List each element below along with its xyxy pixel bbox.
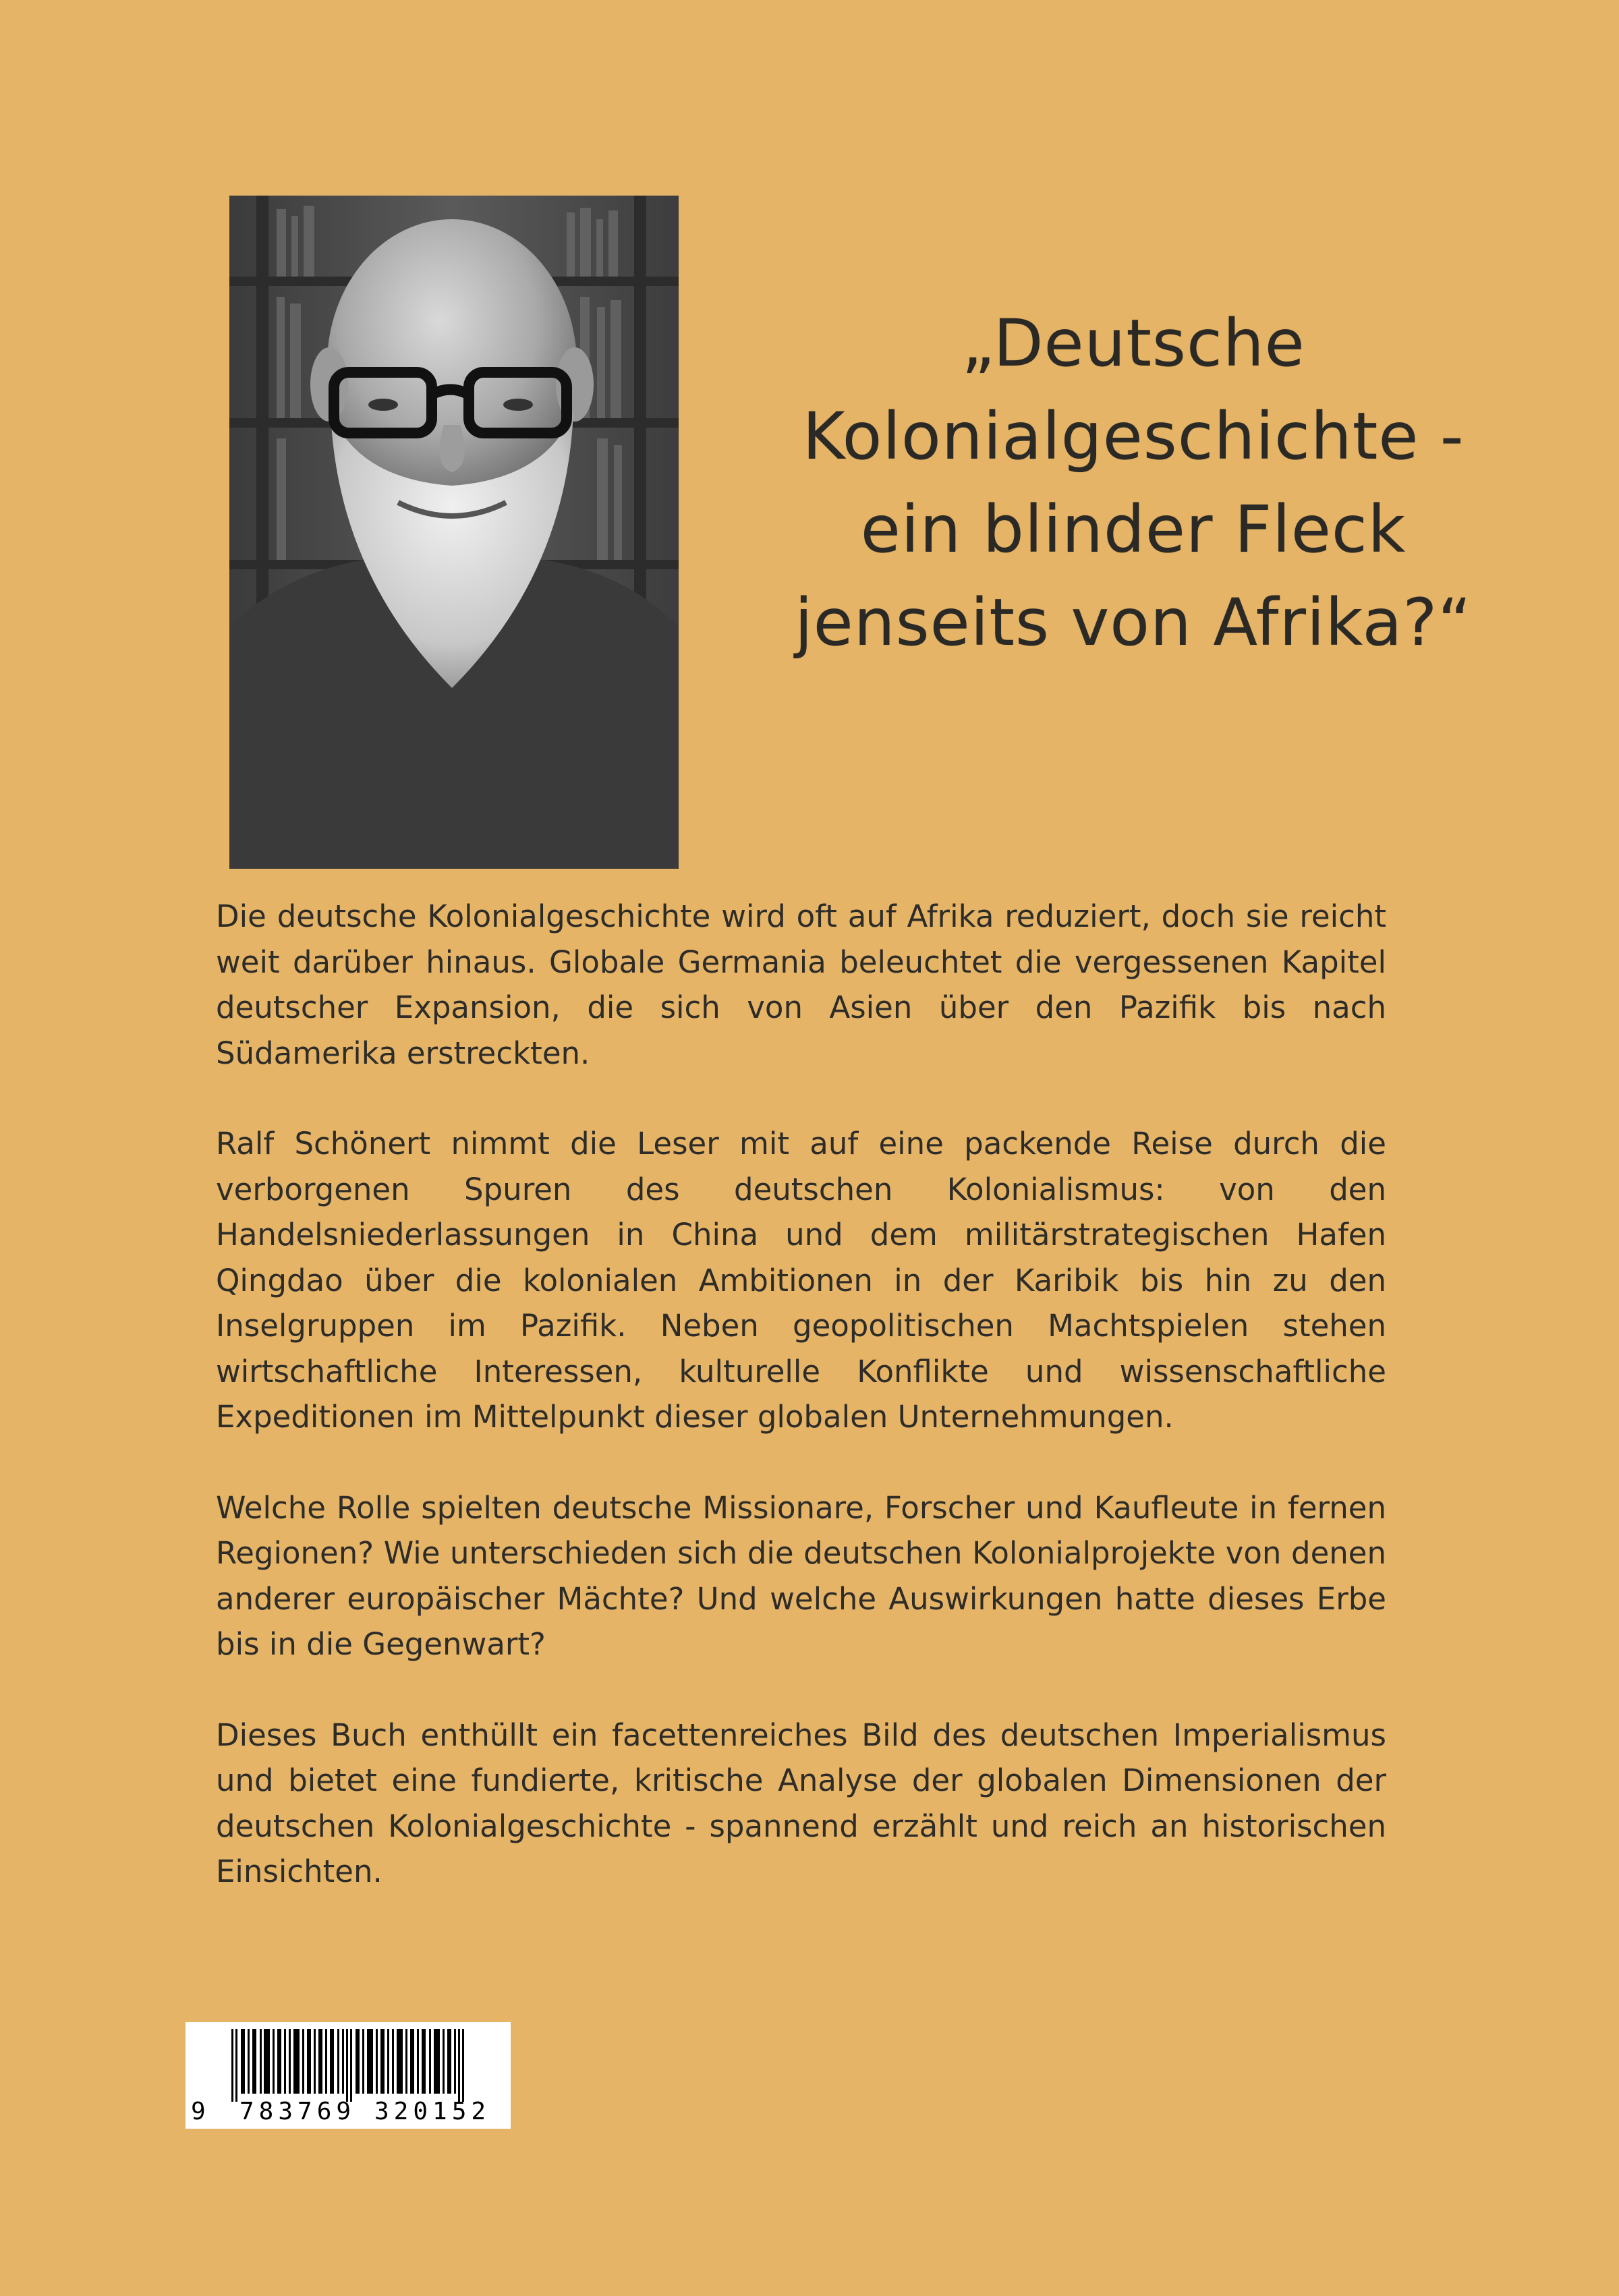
author-portrait-image	[229, 196, 679, 869]
description-paragraph: Die deutsche Kolonialgeschichte wird oft auf Afrika reduziert, doch sie reicht weit darüber hinaus. Globale Germania beleuchtet die vergessenen Kapitel deutscher Expansion, die sich von Asien über den Pazifik bis nach Südamerika erstreckten.	[216, 898, 1386, 1071]
quote-line: ein blinder Fleck	[860, 492, 1407, 567]
description-paragraph: Ralf Schönert nimmt die Leser mit auf eine packende Reise durch die verborgenen Spuren des deutschen Kolonialismus: von den Handelsniederlassungen in China und dem militärstrategischen Hafen Qingdao über die kolonialen Ambitionen in der Karibik bis hin zu den Inselgruppen im Pazifik. Neben geopolitischen Machtspielen stehen wirtschaftliche Interessen, kulturelle Konflikte und wissenschaftliche Expeditionen im Mittelpunkt dieser globalen Unternehmungen.	[216, 1126, 1386, 1435]
barcode-digits-left: 783769	[239, 2098, 356, 2125]
description-paragraph: Welche Rolle spielten deutsche Missionare, Forscher und Kaufleute in fernen Regionen? Wie unterschieden sich die deutschen Kolonialprojekte von denen anderer europäischer Mächte? Und welche Auswirkungen hatte dieses Erbe bis in die Gegenwart?	[216, 1489, 1386, 1662]
barcode-digit-first: 9	[191, 2098, 206, 2125]
description-paragraph: Dieses Buch enthüllt ein facettenreiches Bild des deutschen Imperialismus und bietet eine fundierte, kritische Analyse der globalen Dimensionen der deutschen Kolonialgeschichte - spannend erzählt und reich an historischen Einsichten.	[216, 1717, 1386, 1889]
isbn-barcode	[186, 2022, 511, 2129]
quote-line: Kolonialgeschichte -	[802, 399, 1465, 474]
quote-line: jenseits von Afrika?“	[794, 585, 1472, 660]
barcode-digits-right: 320152	[374, 2098, 491, 2125]
quote-line: „Deutsche	[961, 306, 1305, 381]
book-description	[216, 894, 1386, 1940]
cover-quote	[695, 297, 1572, 669]
author-photo	[229, 196, 679, 869]
